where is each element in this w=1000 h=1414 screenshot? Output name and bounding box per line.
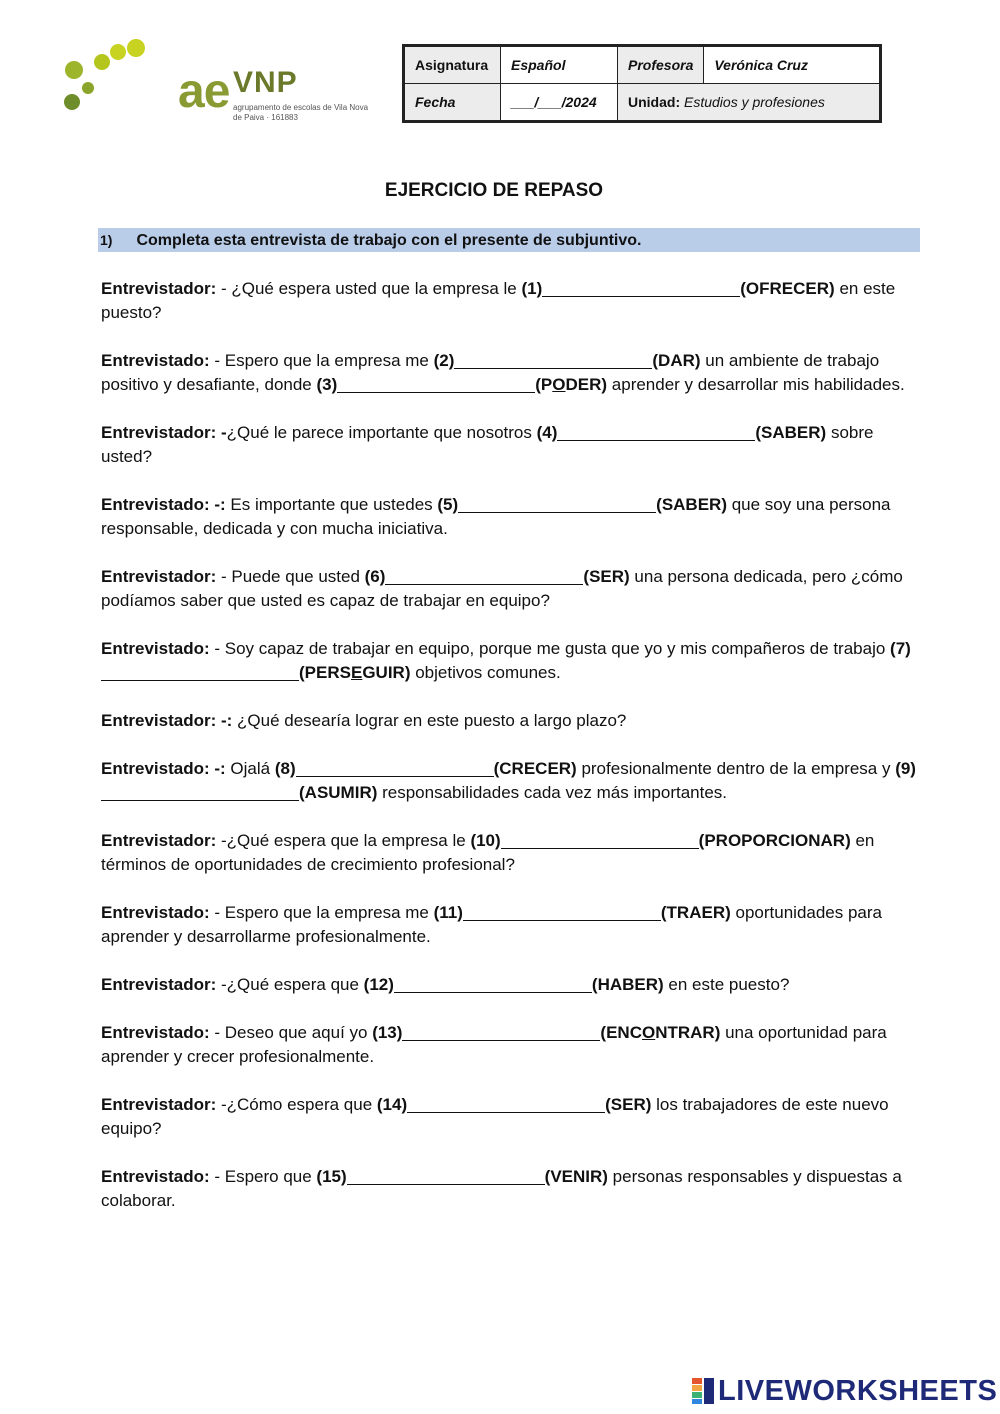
dialogue-text: - Espero que la empresa me <box>209 903 434 922</box>
answer-blank[interactable] <box>454 351 652 369</box>
verb-part: (PERS <box>299 663 351 682</box>
verb-hint <box>740 279 834 298</box>
subject-label: Asignatura <box>404 46 501 84</box>
dialogue-text: ¿Qué le parece importante que nosotros <box>226 423 537 442</box>
unit-label: Unidad: <box>628 94 681 110</box>
logo-subtitle: agrupamento de escolas de Vila Nova de Paiva · 161883 <box>233 103 369 122</box>
dialogue-text: sobre usted? <box>101 423 874 466</box>
dialogue-text: -¿Qué espera que la empresa le <box>216 831 471 850</box>
answer-blank[interactable] <box>542 279 740 297</box>
dialogue-text: -¿Qué espera que <box>216 975 364 994</box>
verb-hint <box>299 663 410 682</box>
dialogue-text: profesionalmente dentro de la empresa y <box>576 759 896 778</box>
liveworksheets-text: LIVEWORKSHEETS <box>718 1374 998 1407</box>
blank-number: (13) <box>372 1023 403 1042</box>
verb-part: (VENIR) <box>544 1167 608 1186</box>
speaker-label: Entrevistado: -: <box>101 759 226 778</box>
speaker-label: Entrevistado: <box>101 1023 210 1042</box>
dialogue-text: -¿Cómo espera que <box>216 1095 377 1114</box>
blank-number: (5) <box>437 495 459 514</box>
verb-part: (OFRECER) <box>740 279 835 298</box>
answer-blank[interactable] <box>337 375 535 393</box>
dialogue-text: Es importante que ustedes <box>225 495 438 514</box>
dialogue-turn <box>101 709 923 733</box>
speaker-label: Entrevistado: -: <box>101 495 226 514</box>
verb-part: (DAR) <box>652 351 701 370</box>
verb-hint <box>661 903 731 922</box>
verb-hint <box>605 1095 651 1114</box>
verb-hint <box>652 351 700 370</box>
verb-part: (P <box>535 375 553 394</box>
blank-number: (6) <box>364 567 386 586</box>
verb-hint <box>600 1023 720 1042</box>
dialogue-turn <box>101 901 923 949</box>
task-text: Completa esta entrevista de trabajo con el presente de subjuntivo. <box>136 232 642 249</box>
verb-part: (ENC <box>600 1023 642 1042</box>
dialogue-text: - Puede que usted <box>216 567 365 586</box>
speaker-label: Entrevistador: - <box>101 423 227 442</box>
school-logo <box>58 38 369 128</box>
teacher-label: Profesora <box>618 46 704 84</box>
page-title: EJERCICIO DE REPASO <box>384 180 604 201</box>
speaker-label: Entrevistador: <box>101 1095 217 1114</box>
speaker-label: Entrevistador: <box>101 567 217 586</box>
answer-blank[interactable] <box>557 423 755 441</box>
answer-blank[interactable] <box>385 567 583 585</box>
blank-number: (10) <box>470 831 501 850</box>
blank-number: (3) <box>316 375 338 394</box>
task-instruction <box>98 228 920 252</box>
answer-blank[interactable] <box>463 903 661 921</box>
speaker-label: Entrevistador: <box>101 831 217 850</box>
verb-part: (SER) <box>583 567 630 586</box>
dialogue-text: - Deseo que aquí yo <box>209 1023 373 1042</box>
blank-number: (11) <box>433 903 463 922</box>
task-number: 1) <box>100 232 113 248</box>
date-value: ___/___/2024 <box>501 84 618 122</box>
blank-number: (14) <box>376 1095 408 1114</box>
unit-cell <box>618 84 881 122</box>
dialogue-text: - ¿Qué espera usted que la empresa le <box>216 279 522 298</box>
answer-blank[interactable] <box>402 1023 600 1041</box>
answer-blank[interactable] <box>501 831 699 849</box>
dialogue-turn <box>101 349 923 397</box>
dialogue-text: objetivos comunes. <box>410 663 561 682</box>
dialogue-text: en términos de oportunidades de crecimiento profesional? <box>101 831 875 874</box>
verb-part: (SER) <box>605 1095 652 1114</box>
speaker-label: Entrevistado: <box>101 351 210 370</box>
blank-number: (4) <box>536 423 558 442</box>
dialogue-turn <box>101 973 923 997</box>
dialogue-text: en este puesto? <box>101 279 896 322</box>
verb-underlined-letter: O <box>552 375 566 394</box>
dialogue-text: aprender y desarrollar mis habilidades. <box>607 375 905 394</box>
speaker-label: Entrevistador: -: <box>101 711 233 730</box>
verb-part: DER) <box>565 375 608 394</box>
verb-hint <box>656 495 727 514</box>
header-table <box>402 44 882 123</box>
verb-hint <box>755 423 826 442</box>
dialogue-text: personas responsables y dispuestas a colaborar. <box>101 1167 902 1210</box>
answer-blank[interactable] <box>347 1167 545 1185</box>
answer-blank[interactable] <box>101 783 299 801</box>
blank-number: (7) <box>890 639 911 658</box>
speaker-label: Entrevistador: <box>101 975 217 994</box>
blank-number: (8) <box>274 759 296 778</box>
verb-hint <box>583 567 629 586</box>
verb-part: (SABER) <box>755 423 827 442</box>
verb-part: (SABER) <box>656 495 727 514</box>
dialogue-turn <box>101 493 923 541</box>
answer-blank[interactable] <box>101 663 299 681</box>
dialogue-text: que soy una persona responsable, dedicada y con mucha iniciativa. <box>101 495 891 538</box>
dialogue-text: una oportunidad para aprender y crecer profesionalmente. <box>101 1023 887 1066</box>
blank-number: (2) <box>433 351 455 370</box>
answer-blank[interactable] <box>394 975 592 993</box>
blank-number: (9) <box>895 759 916 778</box>
speaker-label: Entrevistado: <box>101 903 210 922</box>
blank-number: (12) <box>363 975 394 994</box>
speaker-label: Entrevistado: <box>101 1167 210 1186</box>
dialogue-turn <box>101 1021 923 1069</box>
verb-part: (ASUMIR) <box>299 783 378 802</box>
dialogue-text: responsabilidades cada vez más importantes. <box>377 783 728 802</box>
blank-number: (1) <box>521 279 543 298</box>
verb-underlined-letter: O <box>641 1023 656 1042</box>
speaker-label: Entrevistador: <box>101 279 217 298</box>
verb-hint <box>299 783 377 802</box>
dialogue-text: - Soy capaz de trabajar en equipo, porque me gusta que yo y mis compañeros de trabajo <box>209 639 891 658</box>
verb-underlined-letter: E <box>350 663 363 682</box>
verb-part: (PROPORCIONAR) <box>698 831 851 850</box>
date-label: Fecha <box>404 84 501 122</box>
dialogue-text: los trabajadores de este nuevo equipo? <box>101 1095 889 1138</box>
blank-number: (15) <box>316 1167 347 1186</box>
verb-part: GUIR) <box>362 663 411 682</box>
dialogue-text: - Espero que <box>209 1167 317 1186</box>
logo-brand: VNP <box>233 66 298 99</box>
verb-part: (CRECER) <box>493 759 577 778</box>
answer-blank[interactable] <box>296 759 494 777</box>
dialogue-turn <box>101 421 923 469</box>
dialogue-turn <box>101 757 923 805</box>
dialogue-text: - Espero que la empresa me <box>209 351 434 370</box>
answer-blank[interactable] <box>407 1095 605 1113</box>
verb-part: (HABER) <box>591 975 664 994</box>
verb-hint <box>699 831 851 850</box>
verb-hint <box>592 975 664 994</box>
answer-blank[interactable] <box>458 495 656 513</box>
verb-part: (TRAER) <box>660 903 731 922</box>
logo-text: ae <box>178 65 230 118</box>
subject-value: Español <box>501 46 618 84</box>
dialogue-text: ¿Qué desearía lograr en este puesto a largo plazo? <box>232 711 627 730</box>
dialogue-turn <box>101 277 923 325</box>
liveworksheets-logo <box>692 1374 997 1408</box>
dialogue-text: una persona dedicada, pero ¿cómo podíamos saber que usted es capaz de trabajar en equipo? <box>101 567 903 610</box>
dialogue-turn <box>101 1165 923 1213</box>
teacher-value: Verónica Cruz <box>704 46 881 84</box>
dialogue-turn <box>101 637 923 685</box>
verb-hint <box>545 1167 608 1186</box>
dialogue-text: en este puesto? <box>663 975 790 994</box>
dialogue-text: oportunidades para aprender y desarrollarme profesionalmente. <box>101 903 883 946</box>
unit-value: Estudios y profesiones <box>684 94 825 110</box>
dialogue <box>101 277 923 1237</box>
dialogue-turn <box>101 1093 923 1141</box>
dialogue-text: Ojalá <box>225 759 275 778</box>
dialogue-turn <box>101 565 923 613</box>
verb-hint <box>494 759 577 778</box>
verb-part: NTRAR) <box>655 1023 721 1042</box>
dialogue-turn <box>101 829 923 877</box>
speaker-label: Entrevistado: <box>101 639 210 658</box>
verb-hint <box>535 375 607 394</box>
liveworksheets-icon <box>692 1378 714 1404</box>
dialogue-text: un ambiente de trabajo positivo y desafiante, donde <box>101 351 880 394</box>
